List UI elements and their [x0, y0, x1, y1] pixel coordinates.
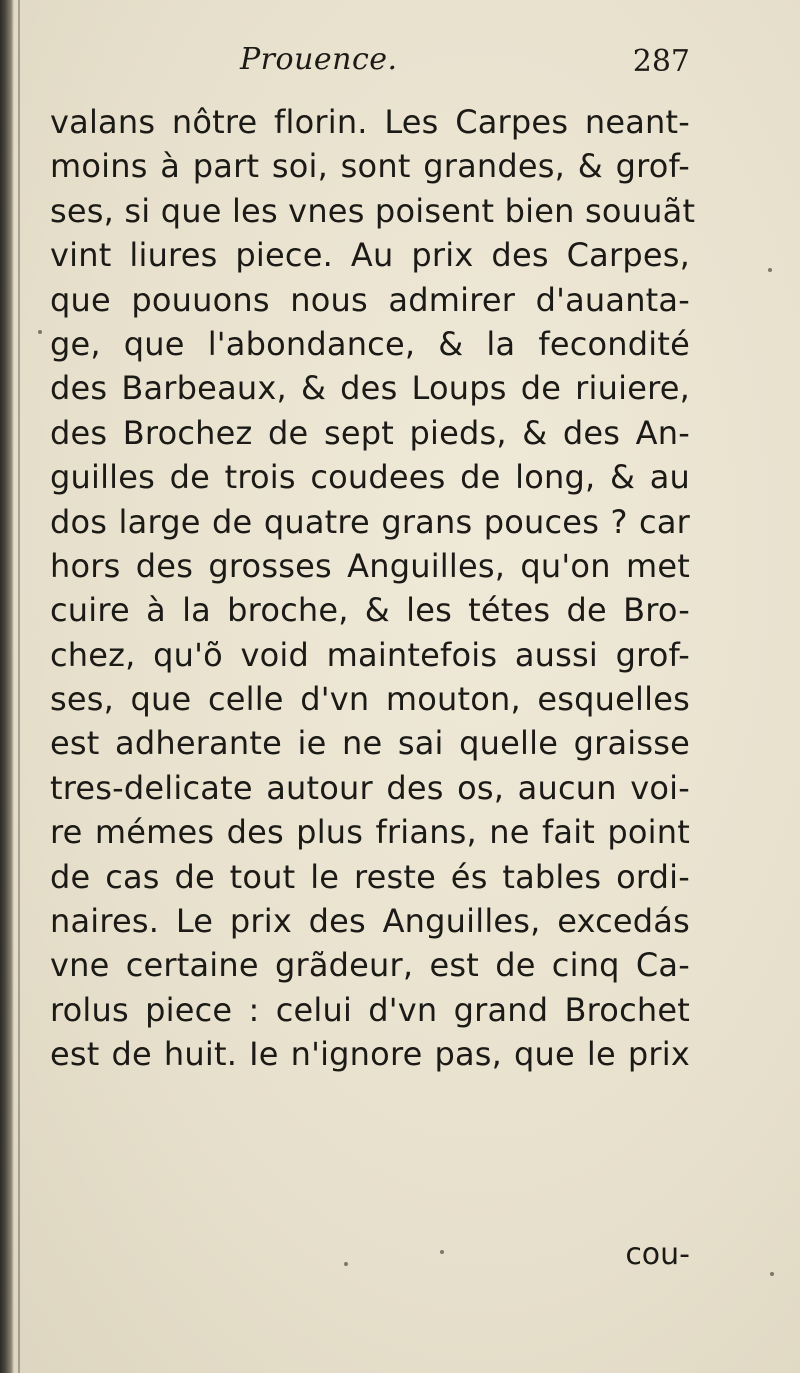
page-number: 287 — [632, 44, 690, 79]
paper-speck — [344, 1262, 348, 1266]
paper-speck — [38, 330, 42, 334]
text-line: vne certaine grãdeur, est de cinq Ca- — [50, 946, 690, 985]
text-line: hors des grosses Anguilles, qu'on met — [50, 546, 690, 585]
text-line: des Brochez de sept pieds, & des An- — [50, 413, 690, 452]
text-line: que pouuons nous admirer d'auanta- — [50, 280, 690, 319]
text-line: cuire à la broche, & les tétes de Bro- — [50, 591, 690, 630]
text-line: ses, que celle d'vn mouton, esquelles — [50, 680, 690, 719]
paper-speck — [768, 268, 772, 272]
text-line: moins à part soi, sont grandes, & grof- — [50, 147, 690, 186]
text-line: guilles de trois coudees de long, & au — [50, 458, 690, 497]
text-line: ge, que l'abondance, & la fecondité — [50, 324, 690, 363]
catchword-row — [50, 1233, 690, 1277]
binding-gutter — [0, 0, 14, 1373]
text-line: dos large de quatre grans pouces ? car — [50, 502, 690, 541]
text-line: chez, qu'õ void maintefois aussi grof- — [50, 635, 690, 674]
text-line: vint liures piece. Au prix des Carpes, — [50, 236, 690, 275]
paper-speck — [770, 1272, 774, 1276]
text-line: est adherante ie ne sai quelle graisse — [50, 724, 690, 763]
page-header — [50, 38, 690, 98]
running-head: Prouence. — [240, 42, 398, 77]
body-text — [50, 100, 696, 1077]
text-line: naires. Le prix des Anguilles, excedás — [50, 902, 690, 941]
gutter-edge-line — [18, 0, 20, 1373]
text-line: rolus piece : celui d'vn grand Brochet — [50, 990, 690, 1029]
text-line: re mémes des plus frians, ne fait point — [50, 813, 690, 852]
text-line: valans nôtre florin. Les Carpes neant- — [50, 103, 690, 141]
catchword: cou- — [625, 1237, 690, 1272]
paper-speck — [440, 1250, 444, 1254]
text-line: tres-delicate autour des os, aucun voi- — [50, 768, 690, 807]
text-line: est de huit. Ie n'ignore pas, que le prix — [50, 1035, 690, 1074]
text-line: ses, si que les vnes poisent bien souuãt — [50, 191, 696, 230]
text-line: de cas de tout le reste és tables ordi- — [50, 857, 690, 896]
text-line: des Barbeaux, & des Loups de riuiere, — [50, 369, 690, 408]
